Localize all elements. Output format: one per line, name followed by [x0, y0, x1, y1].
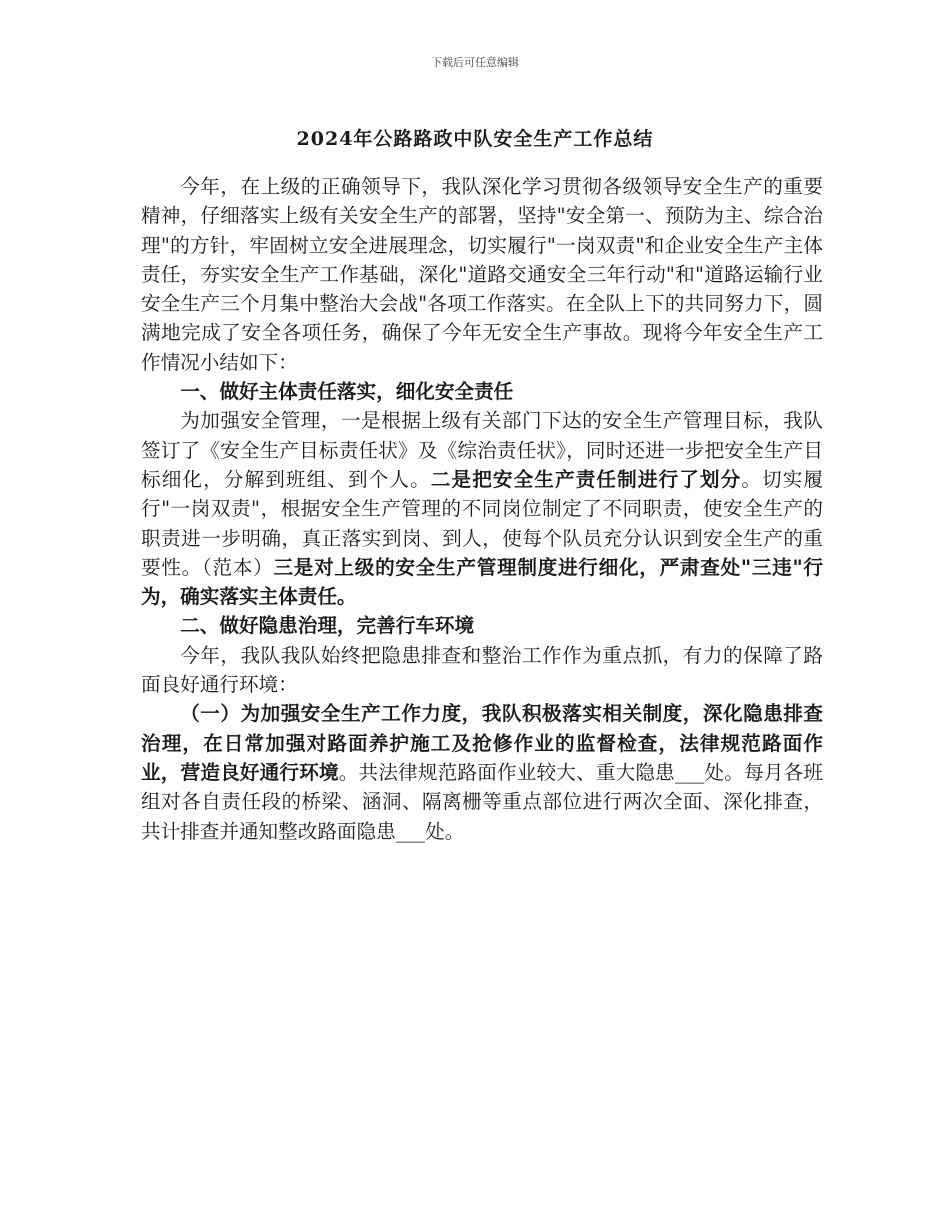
section-2-heading: 二、做好隐患治理，完善行车环境 [180, 614, 475, 638]
section-1-heading: 一、做好主体责任落实，细化安全责任 [180, 380, 514, 404]
section-1-text-a: 为加强安全管理，一是根据上级有关部门下达的安全生产管理目标，我队签订了《安全生产目标责任状》及《综治责任状》，同时还进一步把安全生产目标细化，分解到班组、到个人。 [141, 409, 823, 491]
document-body [141, 172, 823, 846]
section-2-paragraph-1: 今年，我队我队始终把隐患排查和整治工作作为重点抓，有力的保障了路面良好通行环境： [141, 643, 823, 697]
section-1-text-c: 。切实履行"一岗双责"，根据安全生产管理的不同岗位制定了不同职责，使安全生产的职责进一步明确，真正落实到岗、到人，使每个队员充分认识到安全生产的重要性。（范本） [141, 467, 824, 579]
section-1-text-b: 二是把安全生产责任制进行了划分 [430, 467, 742, 491]
document-title: 2024年公路路政中队安全生产工作总结 [296, 128, 654, 150]
intro-paragraph: 今年，在上级的正确领导下，我队深化学习贯彻各级领导安全生产的重要精神，仔细落实上级有关安全生产的部署，坚持"安全第一、预防为主、综合治理"的方针，牢固树立安全进展理念，切实履行"一岗双责"和企业安全生产主体责任，夯实安全生产工作基础，深化"道路交通安全三年行动"和"道路运输行业安全生产三个月集中整治大会战"各项工作落实。在全队上下的共同努力下，圆满地完成了安全各项任务，确保了今年无安全生产事故。现将今年安全生产工作情况小结如下： [141, 175, 823, 374]
section-1-text-d: 三是对上级的安全生产管理制度进行细化，严肃查处"三违"行为，确实落实主体责任。 [141, 555, 824, 609]
section-2-text-rest: 。共法律规范路面作业较大、重大隐患___处。每月各班组对各自责任段的桥梁、涵洞、隔离栅等重点部位进行两次全面、深化排查，共计排查并通知整改路面隐患___处。 [141, 760, 824, 843]
section-2-text-bold: （一）为加强安全生产工作力度，我队积极落实相关制度，深化隐患排查治理，在日常加强对路面养护施工及抢修作业的监督检查，法律规范路面作业，营造良好通行环境 [141, 702, 823, 784]
section-2-paragraph-2 [141, 699, 823, 845]
header-note: 下载后可任意编辑 [431, 56, 519, 69]
section-1-paragraph [141, 406, 823, 611]
